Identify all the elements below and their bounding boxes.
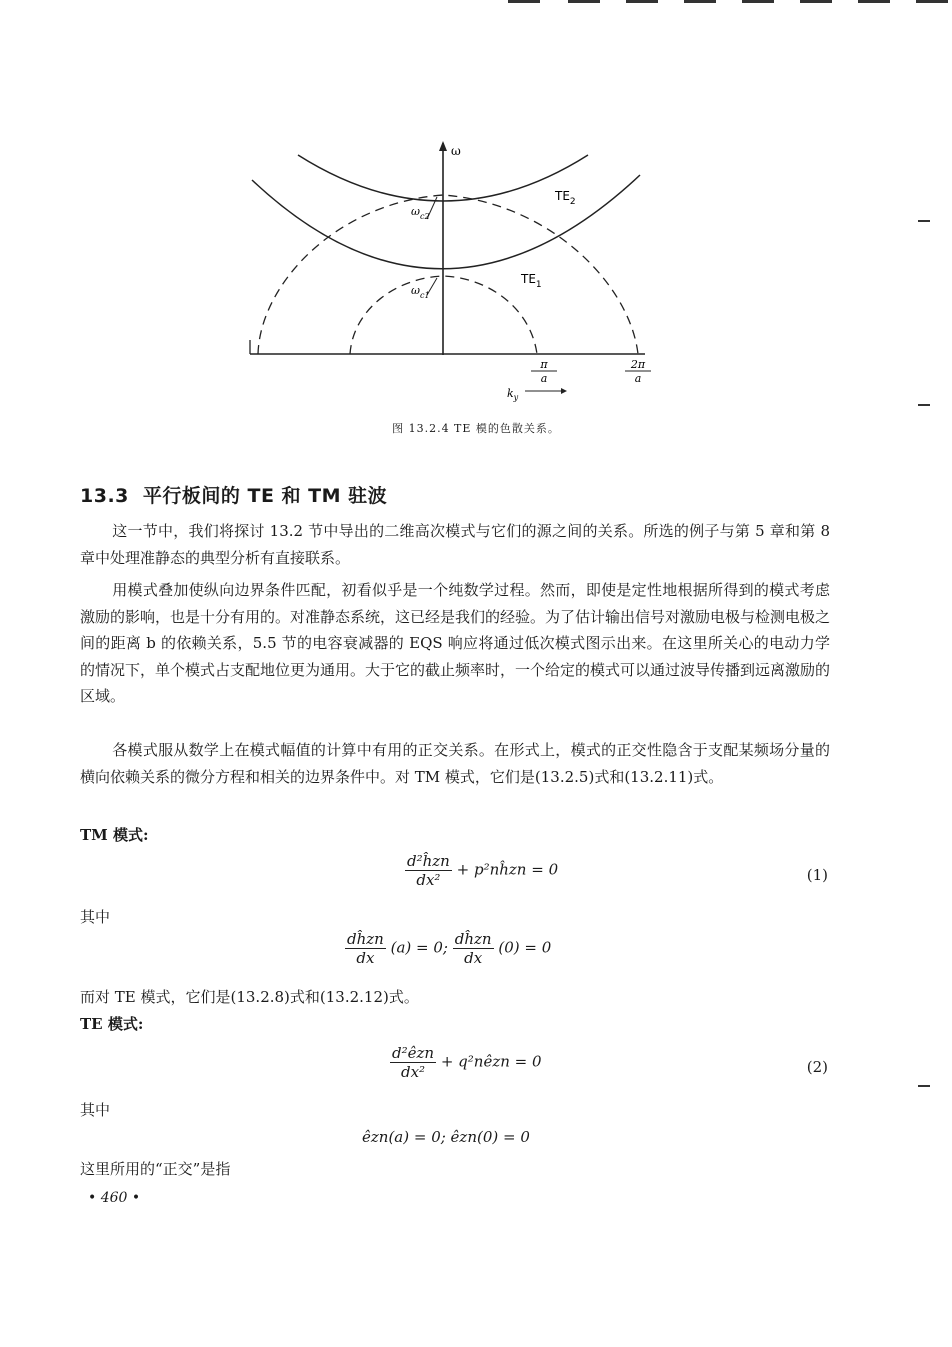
edge-mark — [918, 220, 930, 222]
page-number: • 460 • — [88, 1190, 141, 1206]
scan-mark — [508, 0, 540, 3]
equation-2-number: (2) — [806, 1058, 828, 1076]
wc1-label: $\omega_{c1}$ — [411, 284, 430, 300]
dispersion-figure — [215, 135, 675, 405]
where-2: 其中 — [80, 1101, 111, 1119]
scan-mark — [742, 0, 774, 3]
omega-arrow — [439, 141, 447, 151]
scan-mark — [800, 0, 832, 3]
paragraph-2: 用模式叠加使纵向边界条件匹配，初看似乎是一个纯数学过程。然而，即使是定性地根据所得到的模式考虑激励的影响，也是十分有用的。对准静态系统，这已经是我们的经验。为了估计输出信号对激励电极与检测电极之间的距离 b 的依赖关系，5.5 节的电容衰减器的 EQS 响应将通过低次模式图示出来。在这里所关心的电动力学的情况下，单个模式占支配地位更为通用。大于它的截止频率时，一个给定的模式可以通过波导传播到远离激励的区域。 — [80, 581, 831, 705]
te2-evanescent — [258, 195, 638, 354]
scan-mark — [568, 0, 600, 3]
edge-mark — [918, 1085, 930, 1087]
paragraph-3: 各模式服从数学上在模式幅值的计算中有用的正交关系。在形式上，模式的正交性隐含于支配某频场分量的横向依赖关系的微分方程和相关的边界条件中。对 TM 模式，它们是(13.2.5)式和(13.2.11)式。 — [80, 741, 830, 786]
section-title: 平行板间的 TE 和 TM 驻波 — [142, 485, 388, 507]
te-boundary-conditions: êzn(a) = 0; êzn(0) = 0 — [362, 1128, 530, 1146]
tm-boundary-conditions: $\frac{\text{dĥzn}}{dx}$ (a) = 0; $\frac{\text{dĥzn}}{dx}$ (0) = 0 — [347, 930, 552, 967]
ky-arrowhead — [561, 388, 567, 394]
te1-label: $TE_1$ — [521, 272, 542, 290]
twopi-tick-den: a — [634, 372, 642, 385]
te-mode-label: TE 模式: — [80, 1015, 144, 1033]
wc2-label: $\omega_{c2}$ — [411, 205, 430, 221]
paragraph-1: 这一节中，我们将探讨 13.2 节中导出的二维高次模式与它们的源之间的关系。所选的例子与第 5 章和第 8 章中处理准静态的典型分析有直接联系。 — [80, 522, 830, 567]
twopi-tick-num: 2π — [630, 358, 646, 371]
closing-line: 这里所用的“正交”是指 — [80, 1160, 231, 1178]
te1-curve — [252, 175, 640, 269]
omega-label: ω — [451, 144, 461, 158]
scan-mark — [858, 0, 890, 3]
pi-tick-den: a — [540, 372, 548, 385]
section-number: 13.3 — [80, 485, 129, 507]
pi-tick-num: π — [540, 358, 548, 371]
scan-mark — [684, 0, 716, 3]
edge-mark — [918, 404, 930, 406]
where-1: 其中 — [80, 908, 111, 926]
section-heading — [80, 481, 387, 508]
equation-1: $\frac{\text{d²ĥzn}}{\text{dx²}}$ + p²nĥzn = 0 — [407, 852, 559, 889]
figure-caption: 图 13.2.4 TE 模的色散关系。 — [392, 422, 560, 435]
scan-mark — [626, 0, 658, 3]
scan-mark — [916, 0, 948, 3]
te-intro: 而对 TE 模式，它们是(13.2.8)式和(13.2.12)式。 — [80, 988, 419, 1006]
ky-label: $k_y$ — [507, 387, 519, 402]
equation-2: $\frac{\text{d²êzn}}{\text{dx²}}$ + q²nêzn = 0 — [392, 1044, 542, 1081]
te2-label: $TE_2$ — [555, 189, 576, 207]
tm-mode-label: TM 模式: — [80, 826, 149, 844]
equation-1-number: (1) — [806, 866, 828, 884]
